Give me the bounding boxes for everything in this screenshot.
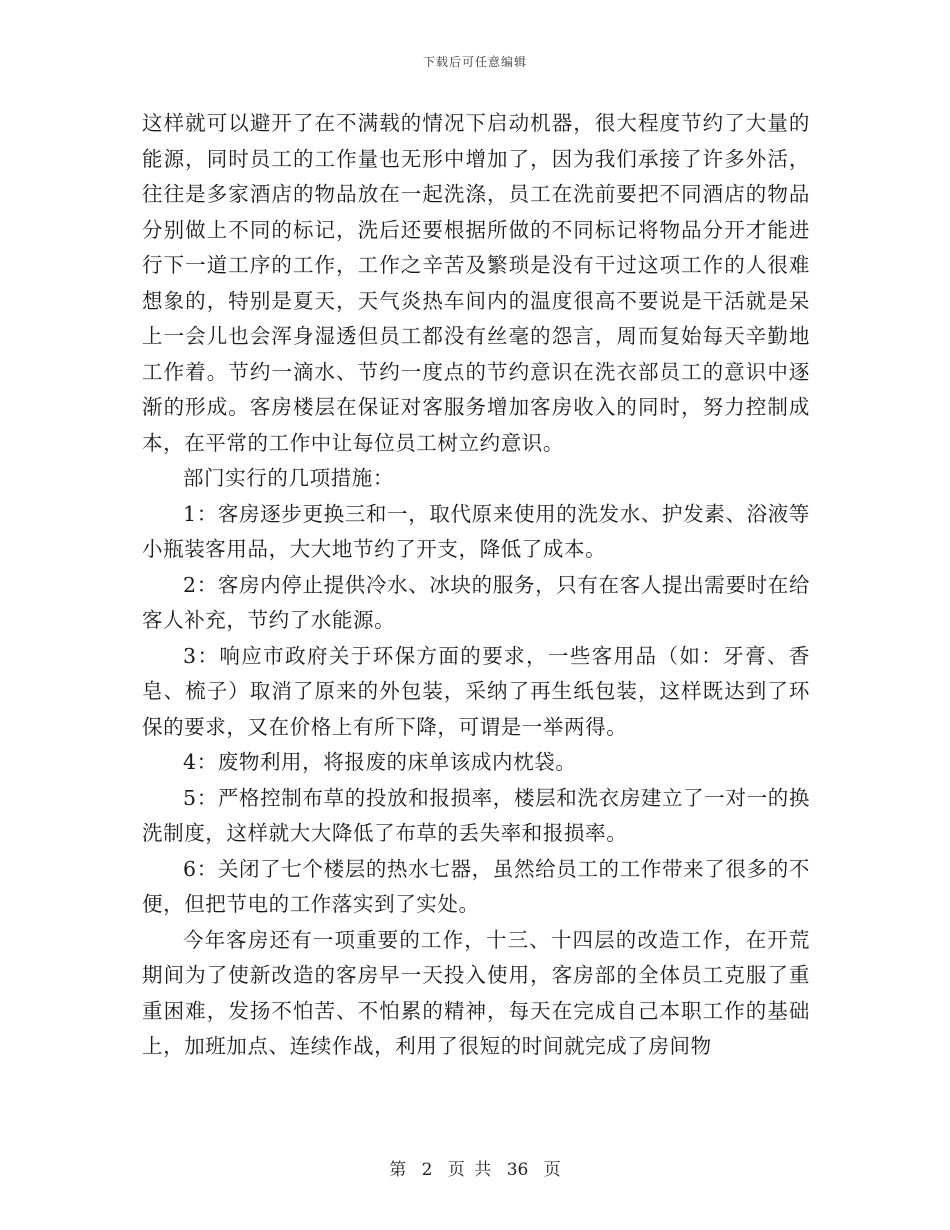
paragraph-measure-5: 5：严格控制布草的投放和报损率，楼层和洗衣房建立了一对一的换洗制度，这样就大大降低了布草的丢失率和报损率。 — [142, 785, 810, 845]
paragraph-measure-2: 2：客房内停止提供冷水、冰块的服务，只有在客人提出需要时在给客人补充，节约了水能源。 — [142, 572, 810, 632]
paragraph-measures-heading: 部门实行的几项措施： — [183, 466, 394, 490]
paragraph-renovation: 今年客房还有一项重要的工作，十三、十四层的改造工作，在开荒期间为了使新改造的客房早一天投入使用，客房部的全体员工克服了重重困难，发扬不怕苦、不怕累的精神，每天在完成自己本职工作的基础上，加班加点、连续作战，利用了很短的时间就完成了房间物 — [142, 927, 810, 1058]
paragraph-measure-4: 4：废物利用，将报废的床单该成内枕袋。 — [183, 750, 577, 774]
footer-suffix: 页 — [543, 1160, 561, 1180]
paragraph-measure-6: 6：关闭了七个楼层的热水七器，虽然给员工的工作带来了很多的不便，但把节电的工作落实到了实处。 — [142, 856, 810, 916]
footer-prefix: 第 — [389, 1160, 407, 1180]
paragraph-measure-1: 1：客房逐步更换三和一，取代原来使用的洗发水、护发素、浴液等小瓶装客用品，大大地节约了开支，降低了成本。 — [142, 501, 810, 561]
paragraph-continuation: 这样就可以避开了在不满载的情况下启动机器，很大程度节约了大量的能源，同时员工的工作量也无形中增加了，因为我们承接了许多外活，往往是多家酒店的物品放在一起洗涤，员工在洗前要把不同酒店的物品分别做上不同的标记，洗后还要根据所做的不同标记将物品分开才能进行下一道工序的工作，工作之辛苦及繁琐是没有干过这项工作的人很难想象的，特别是夏天，天气炎热车间内的温度很高不要说是干活就是呆上一会儿也会浑身湿透但员工都没有丝毫的怨言，周而复始每天辛勤地工作着。节约一滴水、节约一度点的节约意识在洗衣部员工的意识中逐渐的形成。客房楼层在保证对客服务增加客房收入的同时，努力控制成本，在平常的工作中让每位员工树立约意识。 — [142, 111, 810, 455]
paragraph-measure-3: 3：响应市政府关于环保方面的要求，一些客用品（如：牙膏、香皂、梳子）取消了原来的外包装，采纳了再生纸包装，这样既达到了环保的要求，又在价格上有所下降，可谓是一举两得。 — [142, 643, 810, 739]
total-pages: 36 — [506, 1160, 529, 1180]
page-number: 2 — [421, 1160, 433, 1180]
page-footer — [0, 1155, 950, 1180]
page-header: 下载后可任意编辑 — [422, 55, 527, 69]
footer-middle: 页 共 — [447, 1160, 492, 1180]
document-body — [142, 106, 810, 1065]
